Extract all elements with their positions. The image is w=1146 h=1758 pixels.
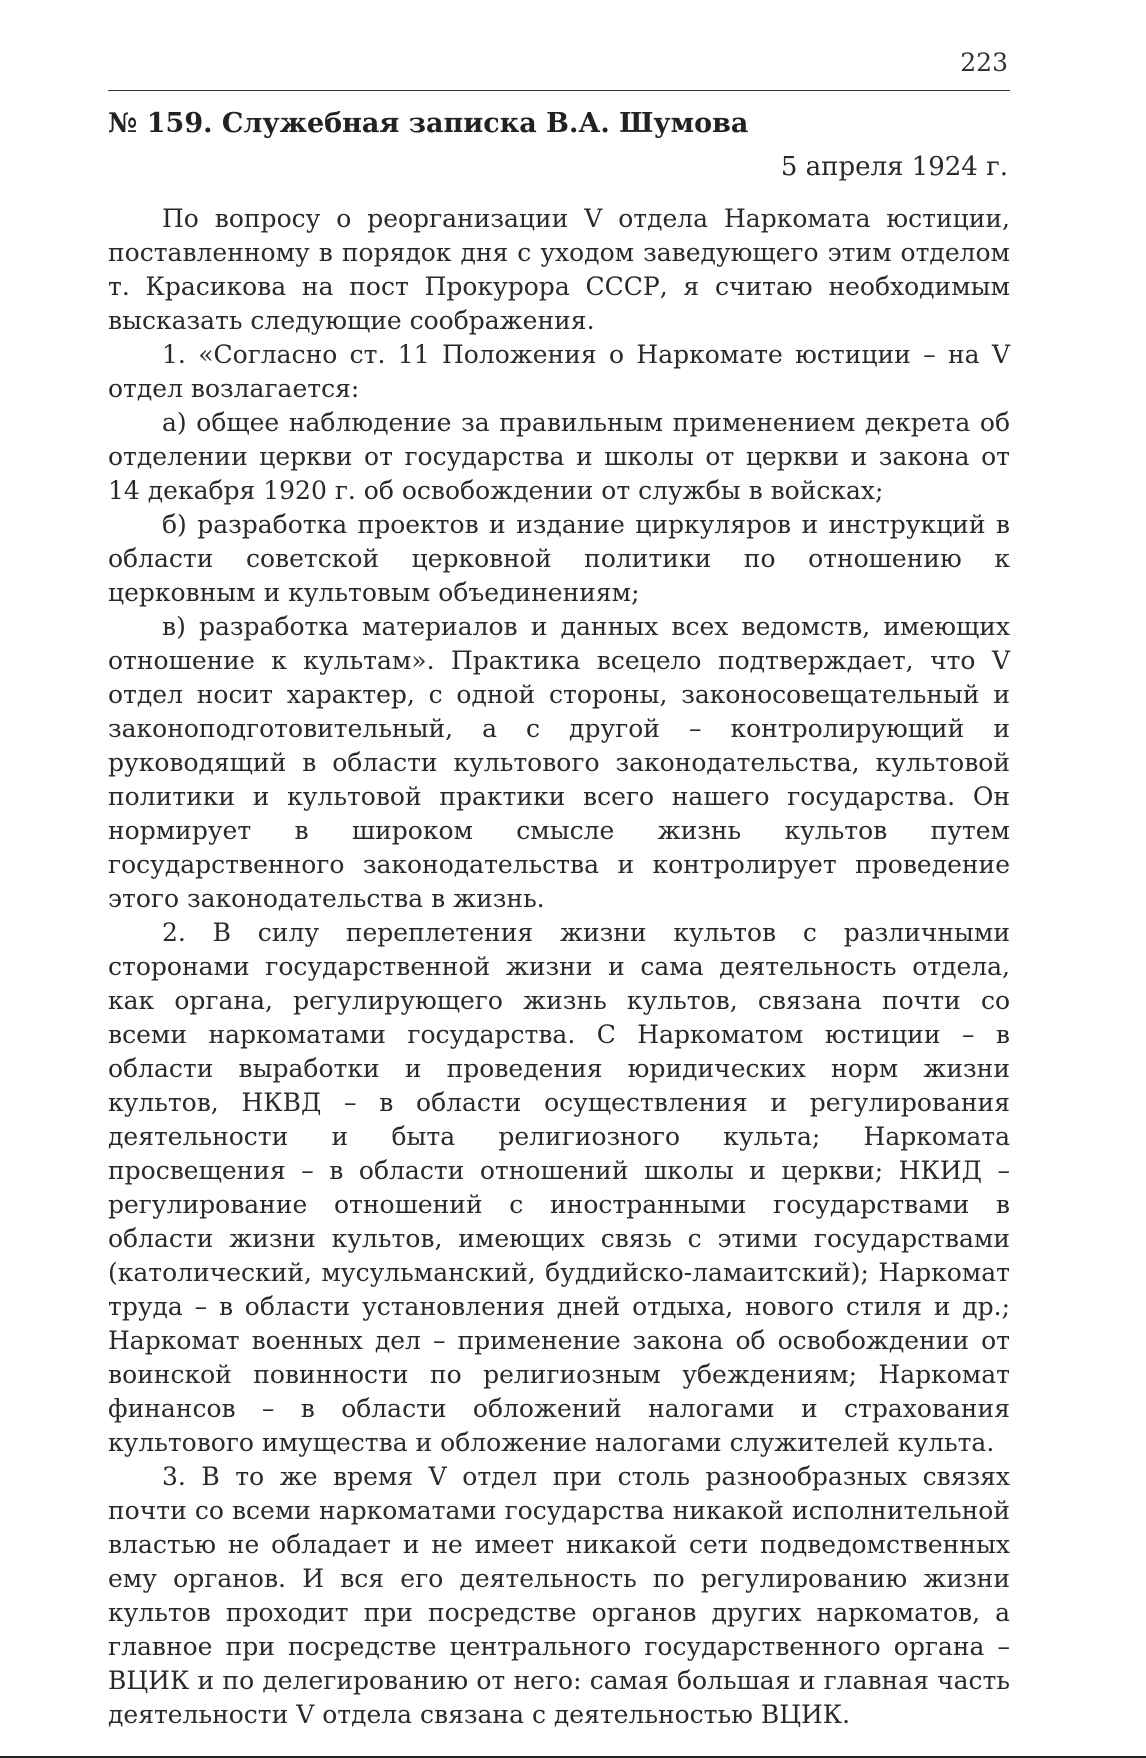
document-title: № 159. Служебная записка В.А. Шумова xyxy=(108,108,749,139)
paragraph-item-3: 3. В то же время V отдел при столь разнообразных связях почти со всеми наркоматами государства никакой исполнительной властью не обладает и не имеет никакой сети подведомственных ему органов. И вся его деятельность по регулированию жизни культов проходит при посредстве органов других наркоматов, а главное при посредстве центрального государственного органа – ВЦИК и по делегированию от него: самая большая и главная часть деятельности V отдела связана с деятельностью ВЦИК. xyxy=(108,1462,1010,1729)
page-number: 223 xyxy=(960,48,1008,77)
paragraph-intro: По вопросу о реорганизации V отдела Наркомата юстиции, поставленному в порядок дня с уходом заведующего этим отделом т. Красикова на пост Прокурора СССР, я считаю необходимым высказать следующие соображения. xyxy=(108,204,1010,335)
paragraph-item-1: 1. «Согласно ст. 11 Положения о Наркомате юстиции – на V отдел возлагается: xyxy=(108,340,1010,403)
document-body xyxy=(108,202,1010,1732)
document-date: 5 апреля 1924 г. xyxy=(780,152,1008,182)
paragraph-item-2: 2. В силу переплетения жизни культов с различными сторонами государственной жизни и сама деятельность отдела, как органа, регулирующего жизнь культов, связана почти со всеми наркоматами государства. С Наркоматом юстиции – в области выработки и проведения юридических норм жизни культов, НКВД – в области осуществления и регулирования деятельности и быта религиозного культа; Наркомата просвещения – в области отношений школы и церкви; НКИД – регулирование отношений с иностранными государствами в области жизни культов, имеющих связь с этими государствами (католический, мусульманский, буддийско-ламаитский); Наркомат труда – в области установления дней отдыха, нового стиля и др.; Наркомат военных дел – применение закона об освобождении от воинской повинности по религиозным убеждениям; Наркомат финансов – в области обложений налогами и страхования культового имущества и обложение налогами служителей культа. xyxy=(108,918,1010,1457)
paragraph-item-1c: в) разработка материалов и данных всех ведомств, имеющих отношение к культам». Практика всецело подтверждает, что V отдел носит характер, с одной стороны, законосовещательный и законоподготовительный, а с другой – контролирующий и руководящий в области культового законодательства, культовой политики и культовой практики всего нашего государства. Он нормирует в широком смысле жизнь культов путем государственного законодательства и контролирует проведение этого законодательства в жизнь. xyxy=(108,612,1010,913)
paragraph-item-1b: б) разработка проектов и издание циркуляров и инструкций в области советской церковной политики по отношению к церковным и культовым объединениям; xyxy=(108,510,1010,607)
paragraph-item-1a: а) общее наблюдение за правильным применением декрета об отделении церкви от государства и школы от церкви и закона от 14 декабря 1920 г. об освобождении от службы в войсках; xyxy=(108,408,1010,505)
header-rule xyxy=(108,90,1010,91)
